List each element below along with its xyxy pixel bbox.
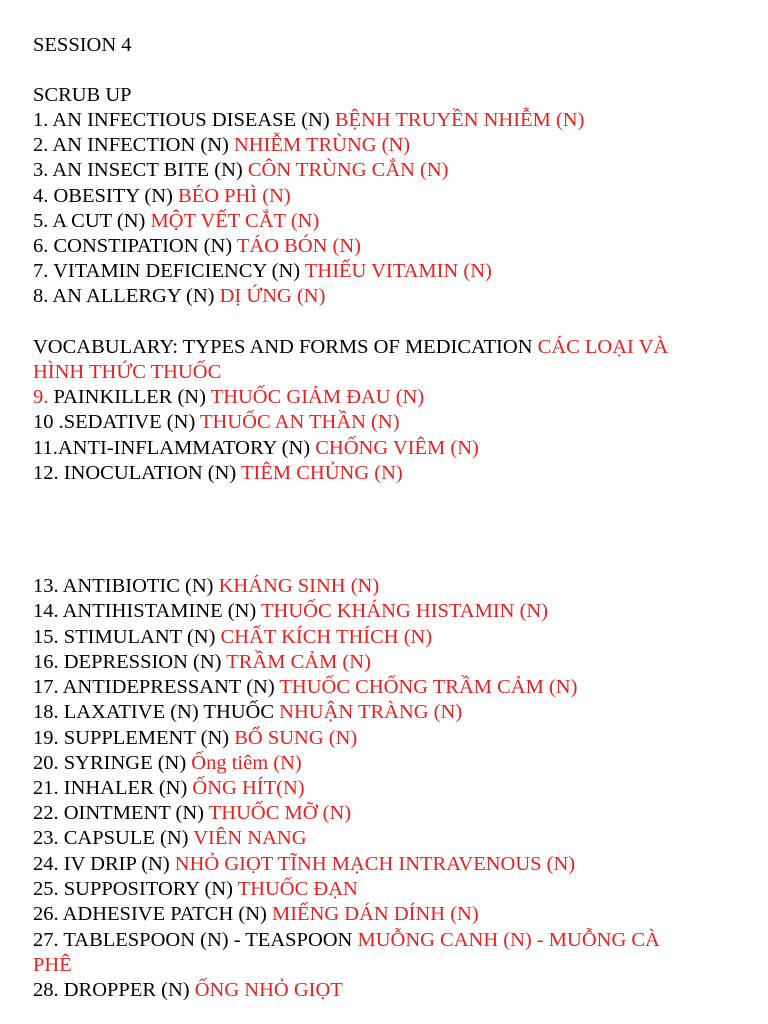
term-en: 13. ANTIBIOTIC (N)	[33, 575, 219, 597]
vocab-line	[33, 574, 379, 599]
vocab-line	[33, 826, 307, 851]
term-vi: THUỐC CHỐNG TRẦM CẢM (N)	[279, 676, 578, 698]
term-en: 2. AN INFECTION (N)	[33, 134, 234, 156]
term-en: PAINKILLER (N)	[48, 386, 211, 408]
term-vi: TIÊM CHỦNG (N)	[241, 462, 403, 484]
vocab-line	[33, 978, 343, 1003]
term-vi: TRẦM CẢM (N)	[226, 651, 371, 673]
term-vi: Ống tiêm (N)	[191, 752, 302, 774]
term-vi: MIẾNG DÁN DÍNH (N)	[272, 903, 479, 925]
term-en: 7. VITAMIN DEFICIENCY (N)	[33, 260, 305, 282]
vocab-line	[33, 751, 302, 776]
vocab-line	[33, 436, 479, 461]
term-vi: THUỐC GIẢM ĐAU (N)	[210, 386, 425, 408]
vocab-line	[33, 675, 577, 700]
term-vi: DỊ ỨNG (N)	[219, 285, 326, 307]
vocab-line	[33, 209, 319, 234]
term-vi: THUỐC ĐẠN	[237, 878, 358, 900]
session-title: SESSION 4	[33, 34, 132, 56]
term-vi: NHỎ GIỌT TĨNH MẠCH INTRAVENOUS (N)	[174, 853, 576, 875]
term-en: 25. SUPPOSITORY (N)	[33, 878, 238, 900]
vocab-line	[33, 902, 479, 927]
heading-vi: CÁC LOẠI VÀ	[537, 336, 669, 358]
term-en: 17. ANTIDEPRESSANT (N)	[33, 676, 280, 698]
term-en: 28. DROPPER (N)	[33, 979, 195, 1001]
term-vi: ỐNG NHỎ GIỌT	[194, 979, 343, 1001]
term-en: 1. AN INFECTIOUS DISEASE (N)	[33, 109, 335, 131]
vocab-line	[33, 284, 325, 309]
section-heading-scrub-up: SCRUB UP	[33, 84, 132, 106]
vocab-line	[33, 776, 305, 801]
item-number: 9.	[33, 386, 49, 408]
vocab-line-cont: PHÊ	[33, 954, 72, 976]
vocab-line	[33, 801, 351, 826]
heading-en: VOCABULARY: TYPES AND FORMS OF MEDICATION	[33, 336, 538, 358]
vocab-line	[33, 726, 357, 751]
term-vi: CHỐNG VIÊM (N)	[315, 437, 479, 459]
term-vi: THIẾU VITAMIN (N)	[304, 260, 492, 282]
vocab-line	[33, 385, 424, 410]
term-vi: NHIỄM TRÙNG (N)	[234, 134, 411, 156]
section-heading-medication	[33, 335, 668, 360]
term-en: 27. TABLESPOON (N) - TEASPOON	[33, 929, 358, 951]
term-en: 24. IV DRIP (N)	[33, 853, 175, 875]
term-en: 11.ANTI-INFLAMMATORY (N)	[33, 437, 316, 459]
term-en: 8. AN ALLERGY (N)	[33, 285, 220, 307]
term-vi: ỐNG HÍT(N)	[192, 777, 305, 799]
term-vi: MUỖNG CANH (N) - MUỖNG CÀ	[357, 929, 660, 951]
vocab-line	[33, 928, 660, 953]
vocab-line	[33, 700, 462, 725]
vocab-line	[33, 877, 358, 902]
term-vi: BÉO PHÌ (N)	[178, 185, 291, 207]
term-vi: THUỐC MỠ (N)	[208, 802, 352, 824]
term-en: 26. ADHESIVE PATCH (N)	[33, 903, 272, 925]
vocab-line	[33, 599, 548, 624]
term-en: 5. A CUT (N)	[33, 210, 151, 232]
vocab-line	[33, 184, 291, 209]
term-vi: THUỐC KHÁNG HISTAMIN (N)	[261, 600, 549, 622]
term-en: 20. SYRINGE (N)	[33, 752, 192, 774]
vocab-line	[33, 852, 575, 877]
term-vi: THUỐC AN THẦN (N)	[200, 411, 400, 433]
vocab-line	[33, 461, 403, 486]
term-en: 12. INOCULATION (N)	[33, 462, 242, 484]
vocab-line	[33, 650, 371, 675]
term-en: 23. CAPSULE (N)	[33, 827, 194, 849]
term-vi: TÁO BÓN (N)	[236, 235, 362, 257]
term-en: 3. AN INSECT BITE (N)	[33, 159, 248, 181]
term-en: 22. OINTMENT (N)	[33, 802, 209, 824]
term-en: 6. CONSTIPATION (N)	[33, 235, 237, 257]
term-vi: CÔN TRÙNG CẮN (N)	[247, 159, 449, 181]
term-en: 18. LAXATIVE (N) THUỐC	[33, 701, 280, 723]
term-en: 16. DEPRESSION (N)	[33, 651, 227, 673]
section-heading-medication-cont: HÌNH THỨC THUỐC	[33, 361, 222, 383]
term-en: 21. INHALER (N)	[33, 777, 193, 799]
term-en: 10 .SEDATIVE (N)	[33, 411, 201, 433]
term-en: 19. SUPPLEMENT (N)	[33, 727, 235, 749]
term-vi: BỆNH TRUYỀN NHIỄM (N)	[334, 109, 585, 131]
term-vi: KHÁNG SINH (N)	[218, 575, 380, 597]
term-vi: BỔ SUNG (N)	[234, 727, 358, 749]
term-vi: CHẤT KÍCH THÍCH (N)	[220, 626, 433, 648]
term-en: 15. STIMULANT (N)	[33, 626, 221, 648]
vocab-line	[33, 625, 432, 650]
vocab-line	[33, 133, 410, 158]
term-en: 4. OBESITY (N)	[33, 185, 179, 207]
vocab-line	[33, 234, 361, 259]
vocab-line	[33, 410, 400, 435]
vocab-line	[33, 108, 584, 133]
term-vi: MỘT VẾT CẮT (N)	[150, 210, 320, 232]
term-vi: VIÊN NANG	[193, 827, 307, 849]
vocab-line	[33, 158, 449, 183]
term-vi: NHUẬN TRÀNG (N)	[279, 701, 463, 723]
term-en: 14. ANTIHISTAMINE (N)	[33, 600, 262, 622]
vocab-line	[33, 259, 492, 284]
